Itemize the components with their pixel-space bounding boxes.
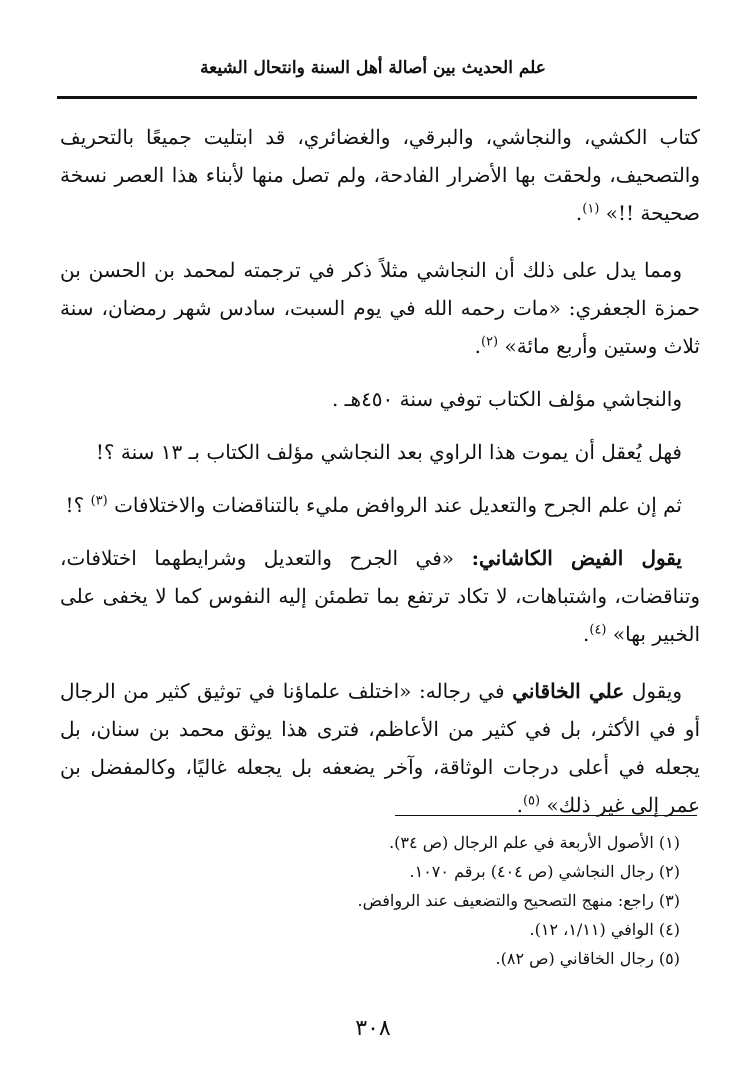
footnotes-rule bbox=[395, 815, 697, 816]
footnotes-list bbox=[60, 828, 680, 973]
paragraph-5-end: ؟! bbox=[65, 493, 85, 517]
footnote-3: (٣) راجع: منهج التصحيح والتضعيف عند الروافض. bbox=[357, 891, 680, 910]
footnote-ref-5: (٥) bbox=[522, 793, 541, 809]
paragraph-1-text: كتاب الكشي، والنجاشي، والبرقي، والغضائري، قد ابتليت جميعًا بالتحريف والتصحيف، ولحقت بها الأضرار الفادحة، ولم تصل منها لأبناء هذا العصر نسخة صحيحة !!» bbox=[60, 125, 700, 225]
header-rule bbox=[57, 96, 697, 99]
paragraph-7-text: «اختلف علماؤنا في توثيق كثير من الرجال أو في الأكثر، بل في كثير من الأعاظم، فترى هذا يوثق محمد بن سنان، بل يجعله في أعلى درجات الوثاقة، وآخر يضعفه بل يجعله غاليًا، وكالمفضل بن عمر إلى غير ذلك» bbox=[60, 679, 700, 817]
paragraph-6-text: «في الجرح والتعديل وشرايطهما اختلافات، وتناقضات، واشتباهات، لا تكاد ترتفع بما تطمئن إليه النفوس كما لا يخفى على الخبير بها» bbox=[60, 546, 700, 646]
footnote-ref-3: (٣) bbox=[90, 493, 108, 509]
paragraph-7-mid: في رجاله: bbox=[419, 679, 505, 703]
running-head: علم الحديث بين أصالة أهل السنة وانتحال الشيعة bbox=[200, 58, 546, 78]
page-number: ٣٠٨ bbox=[355, 1016, 391, 1041]
paragraph-4: فهل يُعقل أن يموت هذا الراوي بعد النجاشي مؤلف الكتاب بـ ١٣ سنة ؟! bbox=[95, 440, 682, 464]
paragraph-2-text: ومما يدل على ذلك أن النجاشي مثلاً ذكر في ترجمته لمحمد بن الحسن بن حمزة الجعفري: «مات رحمه الله في يوم السبت، سادس شهر رمضان، سنة ثلاث وستين وأربع مائة» bbox=[60, 258, 700, 358]
body-text bbox=[60, 118, 700, 824]
paragraph-7: ويقول علي الخاقاني في رجاله: «اختلف علماؤنا في توثيق كثير من الرجال أو في الأكثر، بل في كثير من الأعاظم، فترى هذا يوثق محمد بن سنان، بل يجعله في أعلى درجات الوثاقة، وآخر يضعفه بل يجعله غاليًا، وكالمفضل بن عمر إلى غير ذلك» $^{(٥)}$. bbox=[60, 679, 700, 817]
footnote-4: (٤) الوافي (١/١١، ١٢). bbox=[529, 920, 680, 939]
paragraph-5 bbox=[60, 486, 700, 524]
speaker-khaqani: علي الخاقاني bbox=[512, 679, 625, 703]
paragraph-5-text: ثم إن علم الجرح والتعديل عند الروافض مليء بالتناقضات والاختلافات bbox=[114, 493, 682, 517]
paragraph-3: والنجاشي مؤلف الكتاب توفي سنة ٤٥٠هـ . bbox=[331, 387, 682, 411]
footnote-5: (٥) رجال الخاقاني (ص ٨٢). bbox=[495, 949, 680, 968]
paragraph-1: كتاب الكشي، والنجاشي، والبرقي، والغضائري، قد ابتليت جميعًا بالتحريف والتصحيف، ولحقت بها الأضرار الفادحة، ولم تصل منها لأبناء هذا العصر نسخة صحيحة !!» $^{(١)}$. bbox=[60, 125, 700, 225]
paragraph-2: ومما يدل على ذلك أن النجاشي مثلاً ذكر في ترجمته لمحمد بن الحسن بن حمزة الجعفري: «مات رحمه الله في يوم السبت، سادس شهر رمضان، سنة ثلاث وستين وأربع مائة» $^{(٢)}$. bbox=[60, 258, 700, 358]
footnote-2: (٢) رجال النجاشي (ص ٤٠٤) برقم ١٠٧٠. bbox=[409, 862, 680, 881]
paragraph-7-pre: ويقول bbox=[631, 679, 683, 703]
footnote-ref-4: (٤) bbox=[589, 622, 607, 638]
footnote-1: (١) الأصول الأربعة في علم الرجال (ص ٣٤). bbox=[389, 833, 680, 852]
footnote-ref-1: (١) bbox=[582, 201, 600, 217]
speaker-kashani: يقول الفيض الكاشاني: bbox=[471, 546, 682, 570]
paragraph-6: يقول الفيض الكاشاني: «في الجرح والتعديل وشرايطهما اختلافات، وتناقضات، واشتباهات، لا تكاد ترتفع بما تطمئن إليه النفوس كما لا يخفى على الخبير بها» $^{(٤)}$. bbox=[60, 546, 700, 646]
footnote-ref-2: (٢) bbox=[480, 334, 499, 350]
